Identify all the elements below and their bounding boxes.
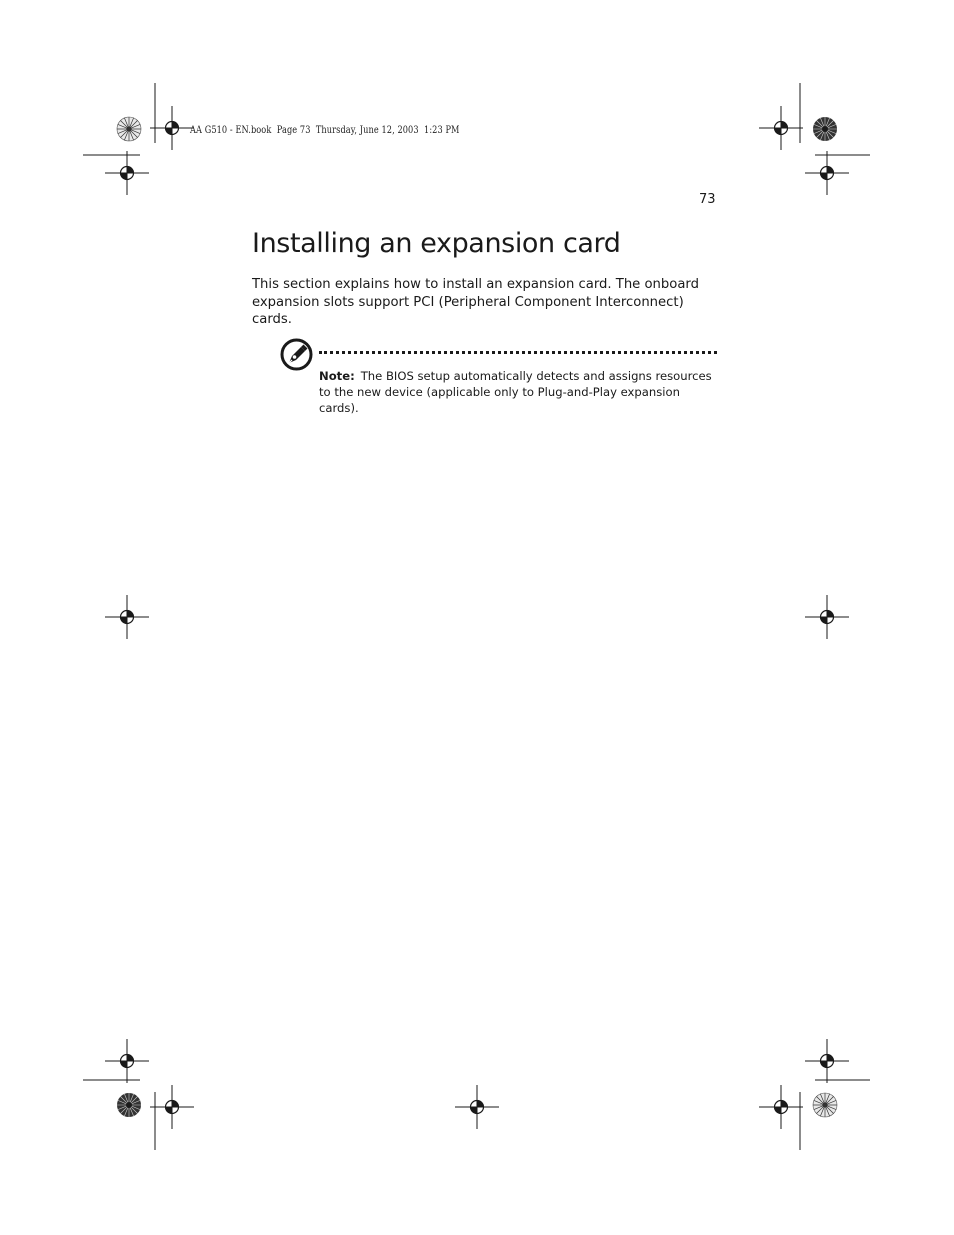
note-pen-icon (280, 338, 313, 371)
registration-crosshair-icon (455, 1085, 499, 1129)
starburst-target-icon (117, 1093, 141, 1117)
registration-crosshair-icon (805, 151, 849, 195)
registration-crosshair-icon (105, 1039, 149, 1083)
note-box (319, 368, 717, 417)
intro-paragraph: This section explains how to install an expansion card. The onboard expansion slots support PCI (Peripheral Component Interconnect) cards. (252, 277, 699, 328)
note-divider (319, 351, 717, 354)
starburst-target-icon (813, 1093, 837, 1117)
print-slug: AA G510 - EN.book Page 73 Thursday, June 12, 2003 1:23 PM (190, 125, 460, 136)
section-title: Installing an expansion card (252, 228, 621, 259)
page-number: 73 (699, 192, 716, 207)
registration-crosshair-icon (150, 1085, 194, 1129)
registration-crosshair-icon (805, 595, 849, 639)
registration-crosshair-icon (805, 1039, 849, 1083)
note-label: Note: (319, 369, 355, 383)
starburst-target-icon (813, 117, 837, 141)
registration-crosshair-icon (105, 595, 149, 639)
registration-crosshair-icon (150, 106, 194, 150)
registration-crosshair-icon (759, 1085, 803, 1129)
registration-crosshair-icon (759, 106, 803, 150)
registration-crosshair-icon (105, 151, 149, 195)
starburst-target-icon (117, 117, 141, 141)
note-text: The BIOS setup automatically detects and assigns resources to the new device (applicable only to Plug-and-Play expansion cards). (319, 369, 712, 416)
